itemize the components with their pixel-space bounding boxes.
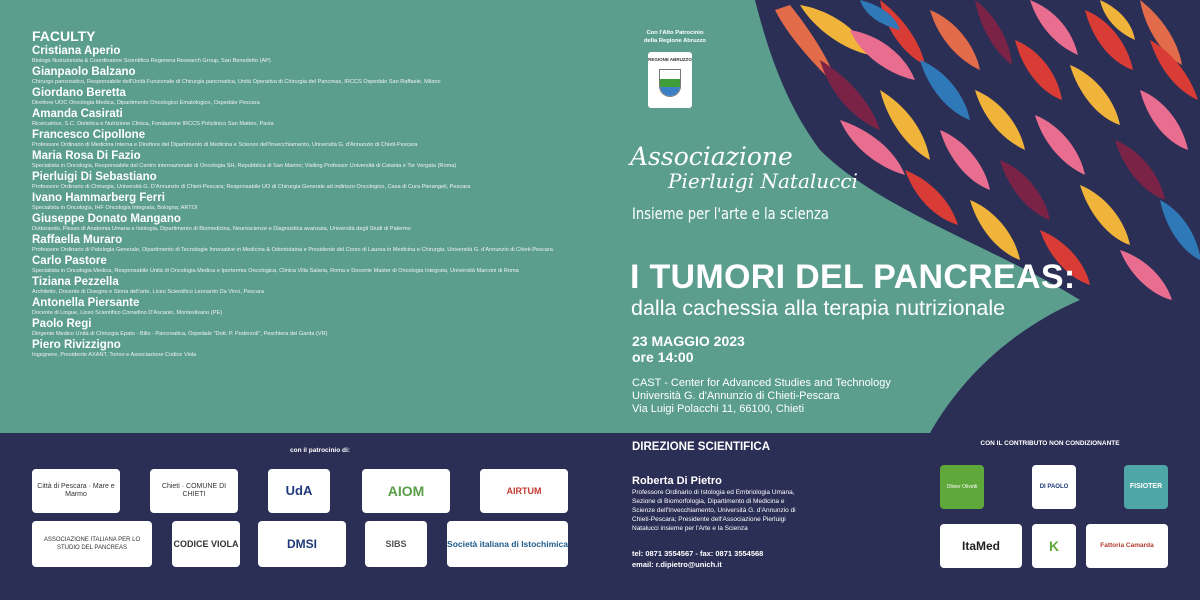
faculty-member — [32, 65, 592, 86]
faculty-member-name: Maria Rosa Di Fazio — [32, 150, 141, 162]
faculty-member-role: Specialista in Oncologia Medica, Responsabile Unità di Oncologia Medica e Ipertermia Oncologica, Clinica Villa Salaria, Roma e Docente Master di Oncologia Integrata, Università Marconi di Roma — [32, 268, 519, 274]
faculty-member-name: Francesco Cipollone — [32, 129, 146, 141]
association-tagline: Insieme per l'arte e la scienza — [632, 204, 829, 223]
olivier-logo — [940, 465, 984, 509]
logo-label: K — [1048, 538, 1060, 554]
aiom-logo — [362, 469, 450, 513]
faculty-member-role: Professore Ordinario di Chirurgia, Università G. D'Annunzio di Chieti-Pescara; Responsabile UO di Chirurgia Generale ad indirizzo Oncologico, Casa di Cura Pierangeli, Pescara — [32, 184, 471, 190]
director-phone: tel: 0871 3554567 - fax: 0871 3554568 — [632, 549, 764, 558]
director-email[interactable]: email: r.dipietro@unich.it — [632, 560, 722, 569]
director-name: Roberta Di Pietro — [632, 475, 722, 487]
k-logo — [1032, 524, 1076, 568]
faculty-member — [32, 107, 592, 128]
pescara-logo — [32, 469, 120, 513]
faculty-member-name: Cristiana Aperio — [32, 45, 121, 57]
faculty-member-role: Ricercatrice, S.C. Dietetica e Nutrizione Clinica, Fondazione IRCCS Policlinico San Matteo, Pavia — [32, 121, 274, 127]
association-name-line1: Associazione — [630, 142, 793, 171]
region-shield-icon — [659, 69, 681, 97]
logo-label: ItaMed — [961, 539, 1000, 553]
contribution-heading: CON IL CONTRIBUTO NON CONDIZIONANTE — [980, 440, 1120, 447]
faculty-heading: FACULTY — [32, 28, 96, 44]
logo-label: AIRTUM — [506, 486, 542, 496]
association-logo — [630, 144, 858, 192]
fisioter-logo — [1124, 465, 1168, 509]
venue-line3: Via Luigi Polacchi 11, 66100, Chieti — [632, 403, 805, 415]
logo-label: Città di Pescara · Mare e Marmo — [37, 483, 115, 498]
faculty-member-role: Architetto, Docente di Disegno e Storia dell'arte, Liceo Scientifico Leonardo Da Vinci, Pescara — [32, 289, 264, 295]
logo-label: ASSOCIAZIONE ITALIANA PER LO STUDIO DEL PANCREAS — [43, 537, 141, 551]
event-date: 23 MAGGIO 2023 — [632, 333, 745, 349]
patrocinio-heading: con il patrocinio di: — [290, 447, 350, 454]
logo-label: CODICE VIOLA — [173, 539, 239, 549]
faculty-member-role: Chirurgo pancreatico, Responsabile dell'Unità Funzionale di Chirurgia pancreatica, Unità Operativa di Chirurgia del Pancreas, IRCCS Ospedale San Raffaele, Milano — [32, 79, 441, 85]
logo-label: AIOM — [387, 483, 425, 499]
logo-label: SIBS — [385, 539, 407, 549]
faculty-member-name: Piero Rivizzigno — [32, 339, 121, 351]
faculty-member-role: Professore Ordinario di Medicina Interna e Direttore del Dipartimento di Medicina e Scienze dell'Invecchiamento, Università G. d'Annunzio di Chieti-Pescara — [32, 142, 418, 148]
faculty-member — [32, 254, 592, 275]
faculty-items — [32, 44, 592, 359]
airtum-logo — [480, 469, 568, 513]
faculty-member-role: Ingegnere, Presidente AXANT, Torino e Associazione Codice Viola — [32, 352, 197, 358]
faculty-member — [32, 170, 592, 191]
event-time: ore 14:00 — [632, 349, 694, 365]
fattoria-logo — [1086, 524, 1168, 568]
faculty-member — [32, 86, 592, 107]
faculty-list — [32, 28, 592, 359]
event-venue — [632, 377, 891, 416]
logo-label: Società italiana di Istochimica — [447, 539, 568, 549]
faculty-member — [32, 44, 592, 65]
logo-label: DI PAOLO — [1039, 484, 1069, 490]
faculty-member-name: Giuseppe Donato Mangano — [32, 213, 181, 225]
logo-label: Olivier Olivetti — [946, 484, 978, 490]
region-logo-label: REGIONE ABRUZZO — [648, 57, 692, 62]
director-role: Professore Ordinario di Istologia ed Embriologia Umana, Sezione di Biomorfologia, Dipartimento di Medicina e Scienze dell'Invecchiamento, Università G. d'Annunzio di Chieti-Pescara; Presidente dell'Associazione Pierluigi Natalucci insieme per l'Arte e la Scienza — [632, 489, 796, 532]
codice-viola-logo — [172, 521, 240, 567]
faculty-member — [32, 317, 592, 338]
event-title: I TUMORI DEL PANCREAS: — [630, 258, 1076, 296]
region-abruzzo-logo — [648, 52, 692, 108]
dmsi-logo — [258, 521, 346, 567]
director-contact — [632, 548, 763, 570]
venue-line2: Università G. d'Annunzio di Chieti-Pescara — [632, 390, 840, 402]
faculty-member-role: Specialista in Oncologia, IHF Oncologia Integrata, Bologna; ARTOI — [32, 205, 198, 211]
logo-label: Fattoria Camarda — [1100, 542, 1154, 549]
faculty-member-role: Specialista in Oncologia, Responsabile del Centro internazionale di Oncologia SH, Repubblica di San Marino; Visiting Professor Università di Catania e Tor Vergata (Roma) — [32, 163, 457, 169]
faculty-member — [32, 191, 592, 212]
patronage-line2: della Regione Abruzzo — [644, 37, 706, 44]
logo-label: FISIOTER — [1129, 483, 1163, 490]
faculty-member — [32, 212, 592, 233]
faculty-member-name: Ivano Hammarberg Ferri — [32, 192, 165, 204]
faculty-member-name: Paolo Regi — [32, 318, 92, 330]
logo-label: Chieti · COMUNE DI CHIETI — [161, 483, 227, 498]
patronage-note — [620, 30, 730, 45]
faculty-member-name: Gianpaolo Balzano — [32, 66, 136, 78]
dipaolo-logo — [1032, 465, 1076, 509]
faculty-member-role: Professore Ordinario di Patologia Generale, Dipartimento di Tecnologie Innovative in Medicina & Odontoiatria e Presidente del Corso di Laurea in Medicina e Chirurgia, Università G. d'Annunzio di Chieti-Pescara — [32, 247, 553, 253]
direction-heading: DIREZIONE SCIENTIFICA — [632, 441, 771, 453]
logo-label: DMSI — [287, 537, 317, 551]
venue-line1: CAST - Center for Advanced Studies and Technology — [632, 377, 891, 389]
faculty-member-name: Raffaella Muraro — [32, 234, 123, 246]
faculty-member — [32, 149, 592, 170]
faculty-member — [32, 233, 592, 254]
faculty-member-role: Dottorando, Plesso di Anatomia Umana e Istologia, Dipartimento di Biomedicina, Neuroscienze e Diagnostica avanzata, Università degli Studi di Palermo — [32, 226, 411, 232]
faculty-member-name: Amanda Casirati — [32, 108, 123, 120]
faculty-member-role: Docente di Lingue, Liceo Scientifico Corradino D'Ascanio, Montesilvano (PE) — [32, 310, 223, 316]
aisp-logo — [32, 521, 152, 567]
faculty-member — [32, 338, 592, 359]
faculty-member — [32, 296, 592, 317]
faculty-member-name: Tiziana Pezzella — [32, 276, 119, 288]
event-datetime — [632, 333, 745, 365]
faculty-member-name: Pierluigi Di Sebastiano — [32, 171, 157, 183]
faculty-member-name: Antonella Piersante — [32, 297, 140, 309]
faculty-member-name: Giordano Beretta — [32, 87, 126, 99]
faculty-member-role: Biologo Nutrizionista & Coordinatore Scientifico Regenera Research Group, San Benedetto (AP) — [32, 58, 271, 64]
logo-label: UdA — [285, 483, 313, 498]
faculty-member-role: Direttore UOC Oncologia Medica, Dipartimento Oncologico Ematologico, Ospedale Pescara — [32, 100, 260, 106]
itamed-logo — [940, 524, 1022, 568]
patronage-line1: Con l'Alto Patrocinio — [646, 30, 704, 36]
event-subtitle: dalla cachessia alla terapia nutrizionale — [631, 296, 1006, 320]
chieti-logo — [150, 469, 238, 513]
faculty-member — [32, 275, 592, 296]
faculty-member-name: Carlo Pastore — [32, 255, 107, 267]
faculty-member — [32, 128, 592, 149]
association-name-line2: Pierluigi Natalucci — [668, 169, 858, 193]
istochimica-logo — [447, 521, 568, 567]
bottom-panel — [0, 433, 1200, 600]
sibs-logo — [365, 521, 427, 567]
faculty-member-role: Dirigente Medico Unità di Chirurgia Epato - Bilio - Pancreatica, Ospedale "Dott. P. Pederzoli", Peschiera del Garda (VR) — [32, 331, 328, 337]
uda-logo — [268, 469, 330, 513]
